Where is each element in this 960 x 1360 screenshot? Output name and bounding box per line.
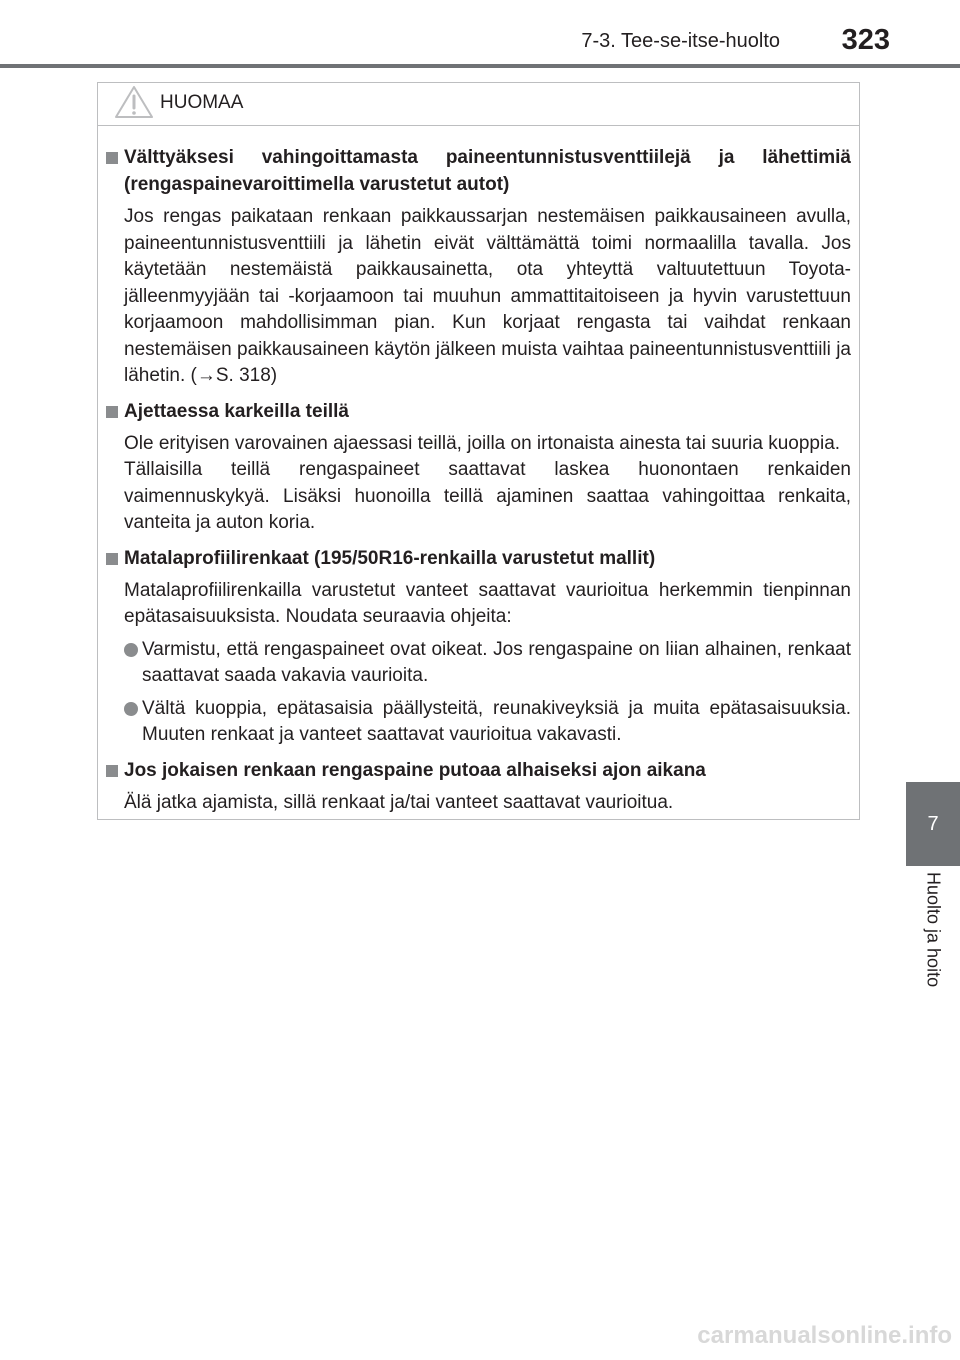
item-paragraph: Älä jatka ajamista, sillä renkaat ja/tai vanteet saattavat vaurioitua. (124, 791, 674, 813)
warning-triangle-icon (114, 85, 154, 119)
notice-header (98, 83, 859, 126)
notice-title: HUOMAA (160, 92, 244, 113)
round-bullet-icon (124, 702, 138, 716)
item-paragraph: Jos rengas paikataan renkaan paikkaussarjan nestemäisen paikkausaineen avulla, paineentunnistusventtiili ja lähetin eivät välttämättä toimi normaalilla tavalla. Jos käytetään nestemäistä paikkausainetta, ota yhteyttä valtuutettuun Toyota-jälleenmyyjään tai -korjaamoon tai muuhun ammattitaitoiseen ja hyvin varustettuun korjaamoon mahdollisimman pian. Kun korjaat rengasta tai vaihdat renkaan nestemäisen paikkausaineen käytön jälkeen muista vaihtaa paineentunnistusventtiili ja lähetin. (→S. 318) (124, 206, 851, 386)
item-paragraph: Matalaprofiilirenkailla varustetut vanteet saattavat vaurioitua herkemmin tienpinnan epätasaisuuksista. Noudata seuraavia ohjeita: (124, 579, 851, 627)
page-number: 323 (841, 24, 890, 56)
section-title: 7-3. Tee-se-itse-huolto (581, 30, 780, 52)
round-bullet-icon (124, 643, 138, 657)
item-heading: Ajettaessa karkeilla teillä (106, 398, 851, 425)
header-divider (0, 64, 960, 68)
notice-box (97, 82, 860, 820)
square-bullet-icon (106, 765, 118, 777)
site-watermark: carmanualsonline.info (697, 1322, 952, 1349)
square-bullet-icon (106, 553, 118, 565)
item-heading: Välttyäksesi vahingoittamasta paineentunnistusventtiilejä ja lähettimiä (rengaspainevaroittimella varustetut autot) (106, 144, 851, 198)
chapter-title: Huolto ja hoito (923, 872, 944, 988)
item-heading: Matalaprofiilirenkaat (195/50R16-renkailla varustetut mallit) (106, 545, 851, 572)
list-item: Vältä kuoppia, epätasaisia päällysteitä, reunakiveyksiä ja muita epätasaisuuksia. Muuten renkaat ja vanteet saattavat vaurioitua vakavasti. (124, 696, 851, 749)
chapter-number: 7 (927, 812, 939, 835)
chapter-tab[interactable] (906, 782, 960, 866)
notice-body (98, 126, 859, 816)
item-paragraph: Ole erityisen varovainen ajaessasi teillä, joilla on irtonaista ainesta tai suuria kuoppia. (124, 432, 841, 454)
list-item: Varmistu, että rengaspaineet ovat oikeat. Jos rengaspaine on liian alhainen, renkaat saattavat saada vakavia vaurioita. (124, 637, 851, 690)
item-paragraph: Tällaisilla teillä rengaspaineet saattavat laskea huonontaen renkaiden vaimennuskykyä. Lisäksi huonoilla teillä ajaminen saattaa vahingoittaa renkaita, vanteita ja auton koria. (124, 459, 851, 533)
square-bullet-icon (106, 406, 118, 418)
square-bullet-icon (106, 152, 118, 164)
item-heading: Jos jokaisen renkaan rengaspaine putoaa alhaiseksi ajon aikana (106, 757, 851, 784)
